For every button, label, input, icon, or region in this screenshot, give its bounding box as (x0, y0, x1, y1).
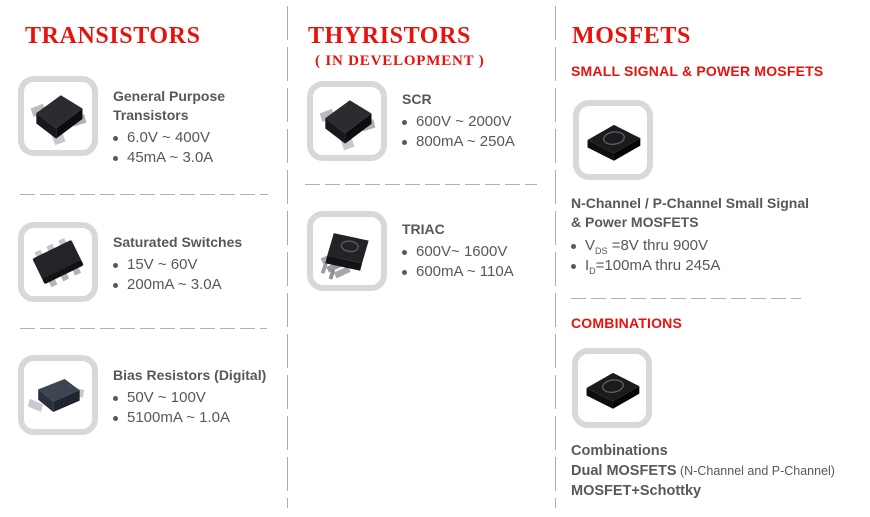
combinations-label: COMBINATIONS (571, 315, 683, 331)
item-divider (20, 194, 268, 195)
item-title-line: & Power MOSFETS (571, 214, 699, 230)
spec-bullet (402, 112, 515, 132)
mosfet-description (571, 194, 862, 232)
item-title-line: N-Channel / P-Channel Small Signal (571, 195, 810, 211)
transistors-column (18, 0, 284, 435)
package-photo (573, 100, 653, 180)
bullet-dot-icon (113, 396, 118, 401)
spec-text: 50V ~ 100V (127, 389, 206, 406)
item-divider (305, 184, 537, 185)
saturated-switches-item (18, 222, 284, 302)
bullet-dot-icon (402, 270, 407, 275)
item-title-line: Bias Resistors (Digital) (113, 367, 267, 383)
item-title-line: Saturated Switches (113, 234, 243, 250)
spec-text: 600mA ~ 110A (416, 263, 514, 280)
spec-text: 600V ~ 2000V (416, 113, 512, 130)
bullet-dot-icon (402, 250, 407, 255)
package-photo (18, 355, 98, 435)
spec-bullet (113, 148, 225, 168)
item-title-line: Transistors (113, 107, 189, 123)
item-title-line: General Purpose (113, 88, 226, 104)
sot23-package-icon (314, 88, 380, 154)
small-signal-power-mosfets-label: SMALL SIGNAL & POWER MOSFETS (571, 63, 824, 79)
spec-text: 800mA ~ 250A (416, 133, 515, 150)
in-development-label: ( IN DEVELOPMENT ) (315, 53, 485, 69)
spec-text: 200mA ~ 3.0A (127, 276, 222, 293)
spec-text: 600V~ 1600V (416, 243, 508, 260)
spec-text: 45mA ~ 3.0A (127, 149, 214, 166)
combinations-description (571, 441, 862, 501)
spec-bullet (402, 262, 514, 282)
sot26-package-icon (25, 229, 91, 295)
bullet-dot-icon (113, 156, 118, 161)
mosfets-heading: MOSFETS (572, 23, 691, 49)
spec-text: $I_D=100mA$ thru 245A (585, 257, 721, 276)
spec-text: 5100mA ~ 1.0A (127, 409, 230, 426)
scr-item (307, 81, 547, 161)
bullet-dot-icon (113, 416, 118, 421)
package-photo (572, 348, 652, 428)
spec-bullet (113, 128, 225, 148)
spec-text: 15V ~ 60V (127, 256, 198, 273)
column-divider-1 (287, 6, 288, 508)
thyristors-heading: THYRISTORS (308, 23, 471, 49)
bullet-dot-icon (402, 120, 407, 125)
column-divider-2 (555, 6, 556, 508)
triac-item (307, 211, 547, 291)
spec-bullet (113, 408, 266, 428)
bullet-dot-icon (113, 283, 118, 288)
dfn-package-icon (579, 355, 645, 421)
combination-line: Combinations (571, 443, 668, 459)
transistors-heading: TRANSISTORS (25, 23, 201, 49)
dpak-package-icon (314, 218, 380, 284)
package-photo (18, 222, 98, 302)
mosfets-column (570, 0, 862, 501)
package-photo (307, 211, 387, 291)
sot23-package-icon (25, 83, 91, 149)
id-spec-bullet (571, 256, 862, 276)
spec-bullet (113, 275, 242, 295)
bullet-dot-icon (113, 136, 118, 141)
spec-bullet (113, 255, 242, 275)
spec-bullet (113, 388, 266, 408)
bullet-dot-icon (571, 264, 576, 269)
spec-bullet (402, 132, 515, 152)
bias-resistors-item (18, 355, 284, 435)
thyristors-column (305, 0, 547, 291)
spec-text: $V_{DS} =8V$ thru 900V (585, 237, 709, 256)
bullet-dot-icon (571, 244, 576, 249)
bullet-dot-icon (402, 140, 407, 145)
item-title-line: TRIAC (402, 221, 445, 237)
package-photo (18, 76, 98, 156)
combination-line: MOSFET+Schottky (571, 483, 702, 499)
combination-line: Dual MOSFETS (N-Channel and P-Channel) (571, 463, 835, 479)
sot323-package-icon (25, 362, 91, 428)
package-photo (307, 81, 387, 161)
section-divider (571, 298, 801, 299)
spec-text: 6.0V ~ 400V (127, 129, 210, 146)
spec-bullet (402, 242, 514, 262)
bullet-dot-icon (113, 263, 118, 268)
general-purpose-transistors-item (18, 76, 284, 168)
item-title-line: SCR (402, 91, 432, 107)
item-divider (20, 328, 267, 329)
vds-spec-bullet (571, 236, 862, 256)
dfn-package-icon (580, 107, 646, 173)
